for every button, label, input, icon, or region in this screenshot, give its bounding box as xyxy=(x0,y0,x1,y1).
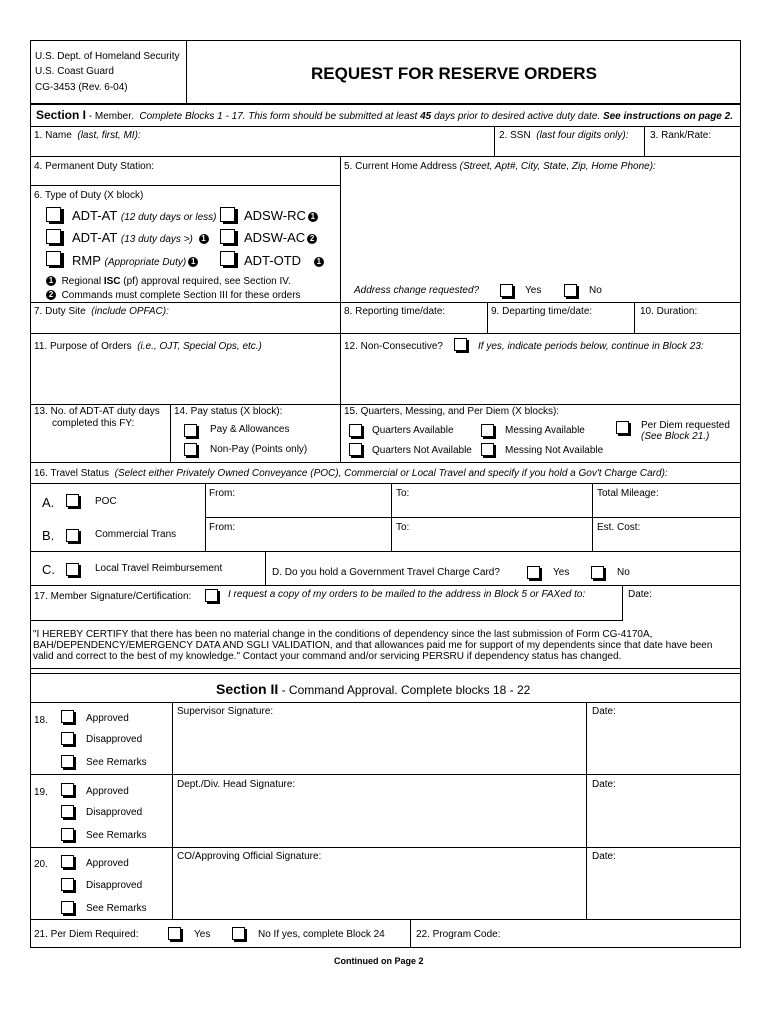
b19-remarks-label: See Remarks xyxy=(86,830,147,841)
row-line-847 xyxy=(30,847,741,848)
col-div-265 xyxy=(265,551,266,585)
per-diem-hint: (See Block 21.) xyxy=(641,431,710,442)
note1-marker: 1 xyxy=(308,212,318,222)
quarters-not-available-label: Quarters Not Available xyxy=(372,445,472,456)
commercial-label: Commercial Trans xyxy=(95,529,177,540)
block8-label: 8. Reporting time/date: xyxy=(344,306,446,317)
per-diem-yes-checkbox[interactable] xyxy=(168,927,181,940)
address-change-no-label: No xyxy=(589,285,602,296)
charge-card-yes-checkbox[interactable] xyxy=(527,566,540,579)
b18-date-label: Date: xyxy=(592,706,616,717)
b20-approved-label: Approved xyxy=(86,858,129,869)
row1-div1 xyxy=(494,126,495,156)
ssn-field[interactable] xyxy=(496,143,643,155)
b20-remarks-checkbox[interactable] xyxy=(61,901,74,914)
commercial-to-label: To: xyxy=(396,522,410,533)
charge-card-no-label: No xyxy=(617,567,630,578)
certification-line2: BAH/DEPENDENCY/EMERGENCY DATA AND SGLI VALIDATION, and that allowances paid me for support of my dependents since that date have been xyxy=(33,640,713,651)
adswrc-option: ADSW-RC 1 xyxy=(244,208,318,223)
pay-allowances-checkbox[interactable] xyxy=(184,424,197,437)
col-div-170 xyxy=(170,404,171,462)
col-div-586-c xyxy=(586,847,587,919)
b20-date-label: Date: xyxy=(592,851,616,862)
rmp-option: RMP (Appropriate Duty) 1 xyxy=(72,253,198,270)
note2: 2 Commands must complete Section III for these orders xyxy=(46,290,301,302)
section1-member: - Member. xyxy=(86,111,134,122)
rmp-checkbox[interactable] xyxy=(46,251,61,266)
row-line-774 xyxy=(30,774,741,775)
messing-not-available-label: Messing Not Available xyxy=(505,445,604,456)
duty-station-field[interactable] xyxy=(31,174,339,184)
adtotd-checkbox[interactable] xyxy=(220,251,235,266)
adswac-option: ADSW-AC 2 xyxy=(244,230,317,245)
block2-label: 2. SSN (last four digits only): xyxy=(499,130,629,141)
rank-field[interactable] xyxy=(646,143,739,155)
form-id: CG-3453 (Rev. 6-04) xyxy=(35,82,128,93)
block13-label-1: 13. No. of ADT-AT duty days xyxy=(34,406,160,417)
supervisor-signature-label: Supervisor Signature: xyxy=(177,706,274,717)
block19-number: 19. xyxy=(34,787,48,798)
row-line-517 xyxy=(205,517,741,518)
commercial-checkbox[interactable] xyxy=(66,529,79,542)
row1-div2 xyxy=(644,126,645,156)
block4-label: 4. Permanent Duty Station: xyxy=(34,161,155,172)
poc-label: POC xyxy=(95,496,117,507)
travel-c-letter: C. xyxy=(42,562,55,577)
adtat13-checkbox[interactable] xyxy=(46,229,61,244)
row-line-404 xyxy=(30,404,741,405)
section1-days: 45 xyxy=(420,111,432,122)
quarters-available-label: Quarters Available xyxy=(372,425,454,436)
block16-label: 16. Travel Status (Select either Privately Owned Conveyance (POC), Commercial or Local Travel and specify if you hold a Gov't Charge Card): xyxy=(34,468,668,479)
b18-remarks-checkbox[interactable] xyxy=(61,755,74,768)
agency-uscg: U.S. Coast Guard xyxy=(35,66,114,77)
poc-to-label: To: xyxy=(396,488,410,499)
note1-marker: 1 xyxy=(314,257,324,267)
row-line-585 xyxy=(30,585,741,586)
poc-checkbox[interactable] xyxy=(66,494,79,507)
commercial-from-label: From: xyxy=(209,522,236,533)
per-diem-yes-label: Yes xyxy=(194,929,211,940)
block20-number: 20. xyxy=(34,859,48,870)
col-div-340-b xyxy=(340,302,341,404)
row-line-483 xyxy=(30,483,741,484)
col-div-172-a xyxy=(172,702,173,774)
block15-label: 15. Quarters, Messing, and Per Diem (X blocks): xyxy=(344,406,560,417)
est-cost-label: Est. Cost: xyxy=(597,522,641,533)
row-line-919 xyxy=(30,919,741,920)
col-div-487 xyxy=(487,302,488,333)
form-border-top xyxy=(30,40,741,41)
non-pay-checkbox[interactable] xyxy=(184,443,197,456)
note2-marker: 2 xyxy=(307,234,317,244)
note1: 1 Regional ISC (pf) approval required, see Section IV. xyxy=(46,276,291,288)
dept-head-signature-label: Dept./Div. Head Signature: xyxy=(177,779,296,790)
certification-line1: "I HEREBY CERTIFY that there has been no material change in the conditions of dependency since the last submission of Form CG-4170A, xyxy=(33,629,653,640)
adtat13-option: ADT-AT (13 duty days >) 1 xyxy=(72,230,209,247)
quarters-not-available-checkbox[interactable] xyxy=(349,443,362,456)
non-consecutive-checkbox[interactable] xyxy=(454,338,467,351)
quarters-available-checkbox[interactable] xyxy=(349,424,362,437)
b20-remarks-label: See Remarks xyxy=(86,903,147,914)
per-diem-no-label: No If yes, complete Block 24 xyxy=(258,929,385,940)
block22-label: 22. Program Code: xyxy=(416,929,501,940)
row-line-156 xyxy=(30,156,741,157)
block12-label: 12. Non-Consecutive? xyxy=(344,341,443,352)
address-change-question: Address change requested? xyxy=(354,285,480,296)
row-line-462 xyxy=(30,462,741,463)
name-field[interactable] xyxy=(31,143,493,155)
block14-label: 14. Pay status (X block): xyxy=(174,406,283,417)
row-line-620 xyxy=(30,620,623,621)
b18-approved-label: Approved xyxy=(86,713,129,724)
pay-allowances-label: Pay & Allowances xyxy=(210,424,290,435)
row-line-702 xyxy=(30,702,741,703)
col-div-622 xyxy=(622,585,623,621)
local-travel-label: Local Travel Reimbursement xyxy=(95,563,223,574)
total-mileage-label: Total Mileage: xyxy=(597,488,659,499)
b18-approved-checkbox[interactable] xyxy=(61,710,74,723)
b19-approved-checkbox[interactable] xyxy=(61,783,74,796)
form-title: REQUEST FOR RESERVE ORDERS xyxy=(311,64,597,83)
col-div-586-b xyxy=(586,774,587,847)
header-bottom xyxy=(30,103,741,105)
b19-approved-label: Approved xyxy=(86,786,129,797)
row-line-185 xyxy=(30,185,341,186)
form-border-right xyxy=(740,40,741,948)
section1-header xyxy=(36,109,733,123)
block9-label: 9. Departing time/date: xyxy=(491,306,593,317)
b19-disapproved-label: Disapproved xyxy=(86,807,143,818)
block21-label: 21. Per Diem Required: xyxy=(34,929,139,940)
block12-hint: If yes, indicate periods below, continue in Block 23: xyxy=(478,341,704,352)
b18-remarks-label: See Remarks xyxy=(86,757,147,768)
adswac-checkbox[interactable] xyxy=(220,229,235,244)
row-line-551 xyxy=(30,551,741,552)
form-border-bottom xyxy=(30,947,741,948)
messing-available-checkbox[interactable] xyxy=(481,424,494,437)
address-change-yes-label: Yes xyxy=(525,285,542,296)
per-diem-checkbox[interactable] xyxy=(616,421,629,434)
section2-header: Section II - Command Approval. Complete blocks 18 - 22 xyxy=(216,681,531,697)
charge-card-yes-label: Yes xyxy=(553,567,570,578)
block13-label-2: completed this FY: xyxy=(52,418,135,429)
travel-b-letter: B. xyxy=(42,528,55,543)
local-travel-checkbox[interactable] xyxy=(66,563,79,576)
b18-disapproved-label: Disapproved xyxy=(86,734,143,745)
block6-label: 6. Type of Duty (X block) xyxy=(34,190,144,201)
per-diem-no-checkbox[interactable] xyxy=(232,927,245,940)
b19-disapproved-checkbox[interactable] xyxy=(61,805,74,818)
non-pay-label: Non-Pay (Points only) xyxy=(210,444,308,455)
block5-label: 5. Current Home Address (Street, Apt#, City, State, Zip, Home Phone): xyxy=(344,161,656,172)
header-divider xyxy=(186,40,187,104)
messing-available-label: Messing Available xyxy=(505,425,585,436)
row-line-126 xyxy=(30,126,741,127)
poc-from-label: From: xyxy=(209,488,236,499)
col-div-586-a xyxy=(586,702,587,774)
col-div-634 xyxy=(634,302,635,333)
row-line-673 xyxy=(30,673,741,674)
b19-date-label: Date: xyxy=(592,779,616,790)
col-div-172-c xyxy=(172,847,173,919)
block18-number: 18. xyxy=(34,715,48,726)
per-diem-label: Per Diem requested xyxy=(641,420,730,431)
adtat12-option: ADT-AT (12 duty days or less) xyxy=(72,208,217,223)
col-div-340-c xyxy=(340,404,341,462)
continued-footer: Continued on Page 2 xyxy=(334,956,424,966)
b20-disapproved-label: Disapproved xyxy=(86,880,143,891)
b19-remarks-checkbox[interactable] xyxy=(61,828,74,841)
address-change-yes-checkbox[interactable] xyxy=(500,284,513,297)
b20-disapproved-checkbox[interactable] xyxy=(61,878,74,891)
col-div-410 xyxy=(410,919,411,948)
messing-not-available-checkbox[interactable] xyxy=(481,443,494,456)
mail-copy-checkbox[interactable] xyxy=(205,589,218,602)
col-div-340-a xyxy=(340,156,341,302)
col-div-172-b xyxy=(172,774,173,847)
section1-see-instructions: See instructions on page 2. xyxy=(602,111,733,122)
block17-label: 17. Member Signature/Certification: xyxy=(34,591,192,602)
travel-a-letter: A. xyxy=(42,495,55,510)
section1-label: Section I xyxy=(36,108,87,122)
address-change-no-checkbox[interactable] xyxy=(564,284,577,297)
agency-dhs: U.S. Dept. of Homeland Security xyxy=(35,51,180,62)
charge-card-no-checkbox[interactable] xyxy=(591,566,604,579)
block17-request: I request a copy of my orders to be mailed to the address in Block 5 or FAXed to: xyxy=(228,589,586,600)
adtat12-checkbox[interactable] xyxy=(46,207,61,222)
adtotd-option: ADT-OTD 1 xyxy=(244,253,324,268)
home-address-field[interactable] xyxy=(342,176,739,276)
block7-label: 7. Duty Site (include OPFAC): xyxy=(34,306,169,317)
section1-instructions: Complete Blocks 1 - 17. This form should be submitted at least xyxy=(139,111,418,122)
block17-date-label: Date: xyxy=(628,589,652,600)
row-line-668 xyxy=(30,668,741,669)
block3-label: 3. Rank/Rate: xyxy=(650,130,712,141)
certification-line3: valid and correct to the best of my knowledge." Contact your command and/or servicing PERSRU if dependency status has changed. xyxy=(33,651,622,662)
co-signature-label: CO/Approving Official Signature: xyxy=(177,851,322,862)
block1-label: 1. Name (last, first, MI): xyxy=(34,130,141,141)
b20-approved-checkbox[interactable] xyxy=(61,855,74,868)
block11-label: 11. Purpose of Orders (i.e., OJT, Special Ops, etc.) xyxy=(34,341,262,352)
block10-label: 10. Duration: xyxy=(640,306,698,317)
note1-marker: 1 xyxy=(199,234,209,244)
adswrc-checkbox[interactable] xyxy=(220,207,235,222)
section1-instructions2: days prior to desired active duty date. xyxy=(433,111,601,122)
charge-card-question: D. Do you hold a Government Travel Charge Card? xyxy=(272,567,500,578)
row-line-333 xyxy=(30,333,741,334)
note1-marker: 1 xyxy=(188,257,198,267)
b18-disapproved-checkbox[interactable] xyxy=(61,732,74,745)
